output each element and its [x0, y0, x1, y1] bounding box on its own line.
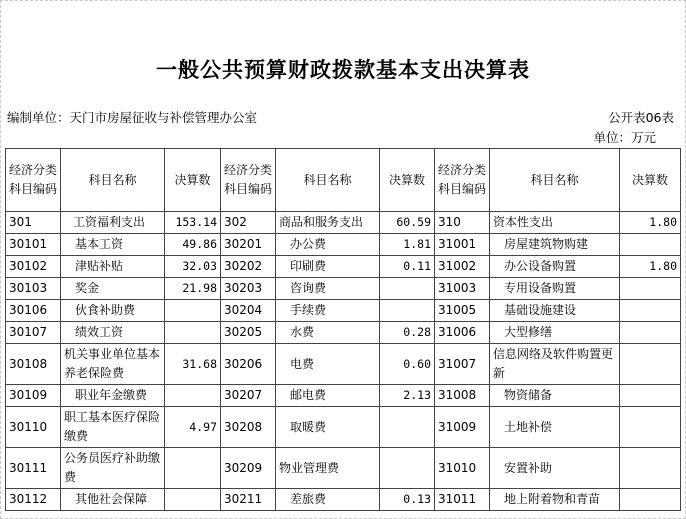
- amount-cell: [380, 448, 435, 489]
- table-row: [6, 300, 681, 322]
- code-cell: 30201: [221, 234, 276, 256]
- amount-cell: 1.81: [380, 234, 435, 256]
- name-cell: 职业年金缴费: [61, 385, 165, 407]
- table-row: [6, 407, 681, 448]
- amount-cell: 32.03: [165, 256, 221, 278]
- amount-cell: [380, 278, 435, 300]
- amount-cell: 153.14: [165, 212, 221, 234]
- table-row: [6, 212, 681, 234]
- name-cell: 伙食补助费: [61, 300, 165, 322]
- code-cell: 31009: [435, 407, 490, 448]
- code-cell: 30101: [6, 234, 61, 256]
- header-name-1: 科目名称: [61, 149, 165, 212]
- code-cell: 30103: [6, 278, 61, 300]
- name-cell: 差旅费: [276, 489, 380, 511]
- name-cell: 水费: [276, 322, 380, 344]
- amount-cell: 49.86: [165, 234, 221, 256]
- amount-cell: 1.80: [620, 212, 681, 234]
- amount-cell: [620, 344, 681, 385]
- code-cell: 30205: [221, 322, 276, 344]
- amount-cell: [165, 448, 221, 489]
- amount-cell: [620, 234, 681, 256]
- code-cell: 30202: [221, 256, 276, 278]
- header-code-1: 经济分类科目编码: [6, 149, 61, 212]
- code-cell: 30109: [6, 385, 61, 407]
- code-cell: 30112: [6, 489, 61, 511]
- amount-cell: 0.28: [380, 322, 435, 344]
- page-title: 一般公共预算财政拨款基本支出决算表: [156, 57, 530, 82]
- code-cell: 30110: [6, 407, 61, 448]
- code-cell: 31005: [435, 300, 490, 322]
- amount-cell: [380, 300, 435, 322]
- code-cell: 31003: [435, 278, 490, 300]
- code-cell: 30111: [6, 448, 61, 489]
- code-cell: 31011: [435, 489, 490, 511]
- amount-cell: 4.97: [165, 407, 221, 448]
- currency-unit: 单位：万元: [593, 130, 656, 145]
- name-cell: 基础设施建设: [490, 300, 620, 322]
- table-row: [6, 448, 681, 489]
- table-row: [6, 385, 681, 407]
- code-cell: 30207: [221, 385, 276, 407]
- code-cell: 30102: [6, 256, 61, 278]
- amount-cell: [165, 489, 221, 511]
- amount-cell: 1.80: [620, 256, 681, 278]
- table-row: [6, 256, 681, 278]
- amount-cell: 2.13: [380, 385, 435, 407]
- name-cell: 职工基本医疗保险缴费: [61, 407, 165, 448]
- name-cell: 地上附着物和青苗: [490, 489, 620, 511]
- header-name-3: 科目名称: [490, 149, 620, 212]
- code-cell: 31007: [435, 344, 490, 385]
- amount-cell: [380, 407, 435, 448]
- table-row: [6, 278, 681, 300]
- code-cell: 30208: [221, 407, 276, 448]
- amount-cell: 60.59: [380, 212, 435, 234]
- name-cell: 土地补偿: [490, 407, 620, 448]
- code-cell: 30108: [6, 344, 61, 385]
- header-name-2: 科目名称: [276, 149, 380, 212]
- code-cell: 31008: [435, 385, 490, 407]
- name-cell: 物资储备: [490, 385, 620, 407]
- name-cell: 房屋建筑物购建: [490, 234, 620, 256]
- name-cell: 物业管理费: [276, 448, 380, 489]
- code-cell: 30209: [221, 448, 276, 489]
- amount-cell: [165, 300, 221, 322]
- table-row: [6, 322, 681, 344]
- code-cell: 30107: [6, 322, 61, 344]
- expenditure-table: [5, 148, 681, 511]
- table-header-row: [6, 149, 681, 212]
- table-row: [6, 344, 681, 385]
- name-cell: 机关事业单位基本养老保险费: [61, 344, 165, 385]
- amount-cell: 0.13: [380, 489, 435, 511]
- name-cell: 咨询费: [276, 278, 380, 300]
- header-code-2: 经济分类科目编码: [221, 149, 276, 212]
- reporting-unit: 编制单位：天门市房屋征收与补偿管理办公室: [7, 110, 258, 125]
- name-cell: 奖金: [61, 278, 165, 300]
- code-cell: 30106: [6, 300, 61, 322]
- name-cell: 大型修缮: [490, 322, 620, 344]
- code-cell: 30211: [221, 489, 276, 511]
- code-cell: 31010: [435, 448, 490, 489]
- amount-cell: [620, 448, 681, 489]
- amount-cell: 0.60: [380, 344, 435, 385]
- table-row: [6, 234, 681, 256]
- header-amount-1: 决算数: [165, 149, 221, 212]
- amount-cell: [620, 322, 681, 344]
- name-cell: 邮电费: [276, 385, 380, 407]
- name-cell: 基本工资: [61, 234, 165, 256]
- name-cell: 其他社会保障: [61, 489, 165, 511]
- name-cell: 商品和服务支出: [276, 212, 380, 234]
- amount-cell: [620, 407, 681, 448]
- code-cell: 310: [435, 212, 490, 234]
- code-cell: 302: [221, 212, 276, 234]
- header-code-3: 经济分类科目编码: [435, 149, 490, 212]
- name-cell: 信息网络及软件购置更新: [490, 344, 620, 385]
- name-cell: 办公费: [276, 234, 380, 256]
- name-cell: 公务员医疗补助缴费: [61, 448, 165, 489]
- name-cell: 专用设备购置: [490, 278, 620, 300]
- name-cell: 印刷费: [276, 256, 380, 278]
- name-cell: 办公设备购置: [490, 256, 620, 278]
- name-cell: 工资福利支出: [61, 212, 165, 234]
- table-row: [6, 489, 681, 511]
- code-cell: 31006: [435, 322, 490, 344]
- name-cell: 绩效工资: [61, 322, 165, 344]
- header-amount-2: 决算数: [380, 149, 435, 212]
- amount-cell: [620, 278, 681, 300]
- amount-cell: [620, 489, 681, 511]
- code-cell: 31002: [435, 256, 490, 278]
- amount-cell: [620, 300, 681, 322]
- name-cell: 电费: [276, 344, 380, 385]
- name-cell: 资本性支出: [490, 212, 620, 234]
- amount-cell: [165, 322, 221, 344]
- code-cell: 30204: [221, 300, 276, 322]
- table-id: 公开表06表: [608, 110, 674, 125]
- amount-cell: 21.98: [165, 278, 221, 300]
- code-cell: 30206: [221, 344, 276, 385]
- header-amount-3: 决算数: [620, 149, 681, 212]
- name-cell: 取暖费: [276, 407, 380, 448]
- amount-cell: [165, 385, 221, 407]
- code-cell: 31001: [435, 234, 490, 256]
- amount-cell: 0.11: [380, 256, 435, 278]
- amount-cell: 31.68: [165, 344, 221, 385]
- code-cell: 301: [6, 212, 61, 234]
- name-cell: 手续费: [276, 300, 380, 322]
- amount-cell: [620, 385, 681, 407]
- name-cell: 安置补助: [490, 448, 620, 489]
- name-cell: 津贴补贴: [61, 256, 165, 278]
- code-cell: 30203: [221, 278, 276, 300]
